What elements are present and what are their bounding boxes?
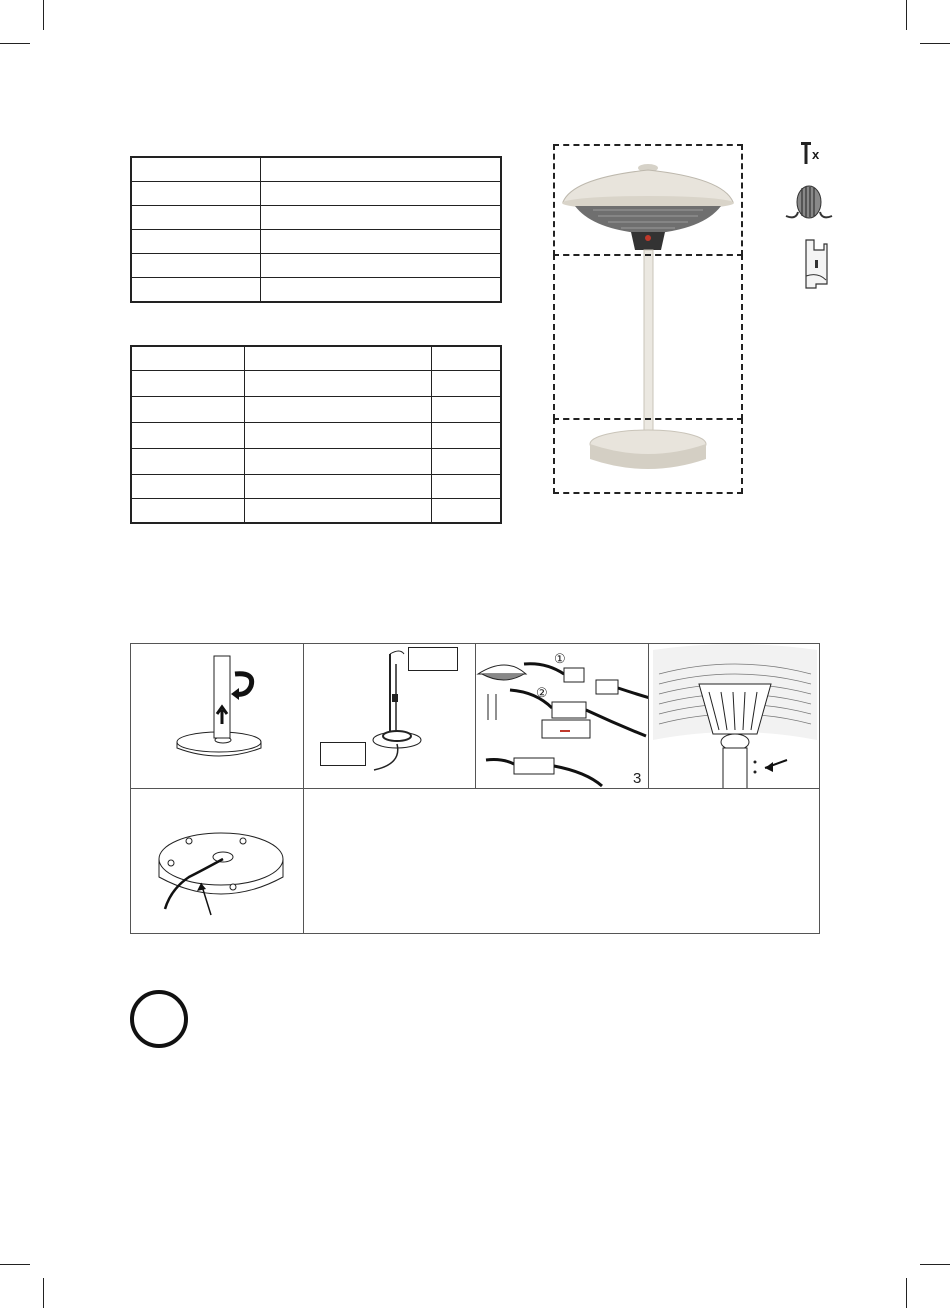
crop-mark: [0, 1264, 30, 1265]
step-3-panel: [475, 643, 649, 789]
table-row: [131, 346, 501, 371]
crop-mark: [0, 43, 30, 44]
crop-mark: [43, 0, 44, 30]
table-row: [131, 371, 501, 397]
spec-table-top: [130, 156, 502, 303]
crop-mark: [43, 1278, 44, 1308]
pole-into-base-illustration: [131, 644, 304, 789]
base-cable-routing-illustration: [131, 789, 304, 934]
cable-label-box-top: [408, 647, 458, 671]
pole-section-outline: [553, 254, 743, 420]
table-row: [131, 206, 501, 230]
head-mounting-illustration: [649, 644, 820, 789]
table-row: [131, 475, 501, 499]
cable-label-box-bottom: [320, 742, 366, 766]
head-section-outline: [553, 144, 743, 256]
crop-mark: [920, 1264, 950, 1265]
table-row: [131, 182, 501, 206]
step-4-panel: [648, 643, 820, 789]
note-icon: [130, 990, 188, 1048]
screw-multiplier: x: [812, 147, 820, 162]
table-row: [131, 449, 501, 475]
table-row: [131, 254, 501, 278]
base-section-outline: [553, 418, 743, 494]
crop-mark: [906, 1278, 907, 1308]
step-5-panel: [130, 788, 304, 934]
table-row: [131, 230, 501, 254]
step-2-panel: [303, 643, 476, 789]
table-row: [131, 499, 501, 524]
table-row: [131, 157, 501, 182]
connector-marker-1: ①: [554, 651, 566, 666]
wall-bracket-icon: [800, 236, 830, 291]
table-row: [131, 397, 501, 423]
step-1-panel: [130, 643, 304, 789]
coiled-cable-icon: [784, 182, 834, 222]
parts-table: [130, 345, 502, 524]
table-row: [131, 423, 501, 449]
step-3-number: 3: [633, 770, 642, 787]
table-row: [131, 278, 501, 303]
crop-mark: [920, 43, 950, 44]
connector-marker-2: ②: [536, 685, 548, 700]
step-5-text-area: [303, 788, 820, 934]
crop-mark: [906, 0, 907, 30]
